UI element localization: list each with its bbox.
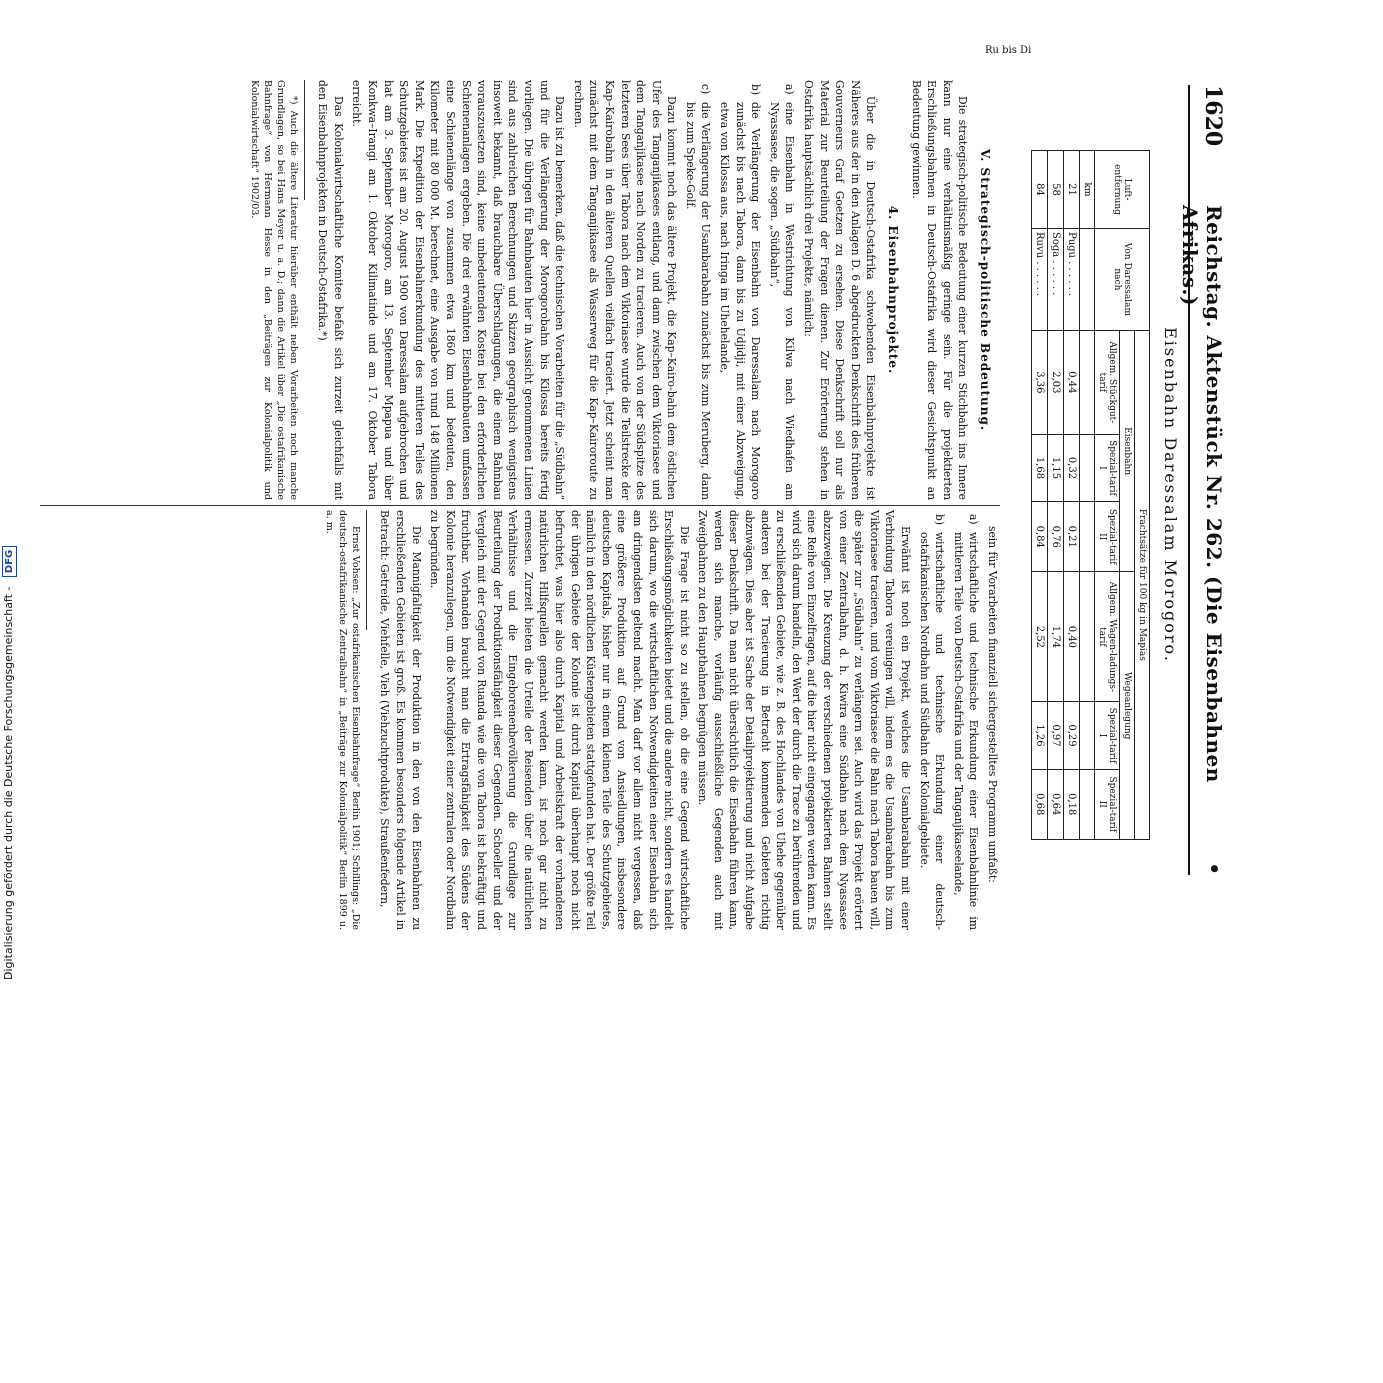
cell-value: 0,84 bbox=[1032, 502, 1048, 572]
paragraph: Über die in Deutsch-Ostafrika schwebenden Eisenbahnprojekte ist Näheres aus der in den Anlagen D. 6 abgedruckten Denkschrift des früheren Gouverneurs Graf Goetzen zu ersehen. Diese Denkschrift soll nur als Material zur Beurteilung der Fragen dienen. Zur Erörterung stehen in Ostafrika hauptsächlich drei Projekte, nämlich: bbox=[802, 80, 878, 500]
footnote: Ernst Vohsen: „Zur ostafrikanischen Eisenbahnfrage“ Berlin 1901; Schillings: „Die deutsch-ostafrikanische Zentralbahn“ in „Beiträge zur Kolonialpolitik“ Berlin 1899 u. a. m. bbox=[323, 510, 361, 930]
cell-destination: Ruvu . . . . . . bbox=[1032, 228, 1048, 330]
cell-value: 0,40 bbox=[1064, 572, 1080, 702]
cell-km: 21 bbox=[1064, 151, 1080, 229]
left-column bbox=[245, 80, 1000, 500]
cell-value: 1,68 bbox=[1032, 434, 1048, 501]
section-heading-v: V. Strategisch-politische Bedeutung. bbox=[978, 148, 992, 432]
cell-km: 84 bbox=[1032, 151, 1048, 229]
cell-value: 1,15 bbox=[1048, 434, 1064, 501]
cell-value: 0,18 bbox=[1064, 769, 1080, 839]
th-spezial-1b: Spezial-tarif I bbox=[1095, 702, 1120, 769]
cell-value: 2,03 bbox=[1048, 330, 1064, 434]
cell-km: 58 bbox=[1048, 151, 1064, 229]
th-spezial-2: Spezial-tarif II bbox=[1095, 502, 1120, 572]
paragraph: Dazu ist zu bemerken, daß die technischen Vorarbeiten für die „Südbahn“ und für die Verlängerung der Morogorobahn bis Kilossa bereits fertig vorliegen. Die übrigen für Bahnbauten hier in Aussicht genommenen Linien sind aus zahlreichen Berechnungen und Skizzen geographisch wenigstens insoweit bekannt, daß brauchbare Überschlagungen, die einem Bahnbau vorauszusetzen sind, keine unbedeutenden Kosten bei den erforderlichen Schienenanlagen ergeben. Die drei erwähnten Eisenbahnbauten umfassen eine Schienenlänge von zusammen etwa 1860 km und bedeuten, den Kilometer mit 80 000 M. berechnet, eine Ausgabe von rund 148 Millionen Mark. Die Expedition der Eisenbahnerkundung des mittleren Teiles des Schutzgebietes ist am 20. August 1900 von Daressalam aufgebrochen und hat am 3. September Morogoro, am 13. September Mpapua und über Konkwa–Irangi am 1. Oktober Kilimatinde und am 17. Oktober Tabora erreicht. bbox=[350, 80, 567, 500]
paragraph: Die Mannigfaltigkeit der Produktion in den von den Eisenbahnen zu erschließenden Gebieten ist groß. Es kommen besonders folgende Artikel in Betracht: Getreide, Viehfelle, Vieh (Viehzuchtprodukte), Straußenfedern, bbox=[378, 510, 423, 930]
footnote-rule bbox=[304, 80, 305, 200]
margin-note: Ru bis Di bbox=[985, 45, 1032, 56]
table-row bbox=[1032, 151, 1048, 840]
dfg-logo: DFG bbox=[2, 546, 17, 577]
th-road: Wegeanlegung bbox=[1120, 572, 1135, 840]
th-rail: Eisenbahn bbox=[1120, 330, 1135, 572]
list-item-text: die Verlängerung der Usambarabahn zunächst bis zum Meruberg, dann bis zum Speke-Golf. bbox=[683, 102, 713, 500]
digitization-strip bbox=[0, 0, 20, 1000]
footnote-rule bbox=[366, 510, 367, 630]
table-row bbox=[1064, 151, 1080, 840]
cell-value: 3,36 bbox=[1032, 330, 1048, 434]
paragraph: Die Frage ist nicht so zu stellen, ob die eine Gegend wirtschaftliche Erschließungsmöglichkeiten bietet und die andere nicht, sondern es handelt sich darum, wo die wirtschaftlichen Notwendigkeiten einer Eisenbahn sich am dringendsten geltend macht. Man darf vor allem nicht vergessen, daß eine größere Produktion auf Grund von Ansiedlungen, insbesondere deutschen Kapitals, bisher nur in einem kleinen Teile des Schutzgebietes, nämlich in den nördlichen Küstengebieten stattgefunden hat. Der größte Teil der übrigen Gebiete der Kolonie ist durch Kapital überhaupt noch nicht befruchtet, was hier also durch Kapital und Arbeitskraft der vorhandenen natürlichen Hilfsquellen gemacht werden kann, ist noch gar nicht zu ermessen. Zurzeit bieten die Urteile der Reisenden über die natürlichen Verhältnisse und die Eingeborenenbevölkerung die Grundlage zur Beurteilung der Produktionsfähigkeit dieser Gegenden. Schoeller und der Vergleich mit der Gegend von Ruanda wie die von Tabora ist bekräftigt und fruchtbar. Vorhanden braucht man die Ertragsfähigkeit des Südens der Kolonie heranzulegen, um die Notwendigkeit einer zentralen oder Nordbahn zu begründen. bbox=[428, 510, 691, 930]
freight-table-area bbox=[1020, 150, 1180, 840]
cell-value: 2,52 bbox=[1032, 572, 1048, 702]
th-freight-group: Frachtsätze für 100 kg in Mapias bbox=[1135, 330, 1150, 839]
paragraph: Dazu kommt noch das ältere Projekt, die Kap–Kairo-bahn dem östlichen Ufer des Tanganjikasees entlang, und dann zwischen dem Viktoriasee und dem Tanganjikasee nach Norden zu tracieren. Auch von der Südspitze des letzteren Sees über Tabora nach dem Viktoriasee wurde die Teilstrecke der Kap–Kairobahn in den älteren Quellen vielfach traciert. Jetzt scheint man zunächst mit dem Tanganjikasee als Wasserweg für die Kap–Kairoroute zu rechnen. bbox=[571, 80, 679, 500]
cell-value: 0,44 bbox=[1064, 330, 1080, 434]
cell-value: 0,97 bbox=[1048, 702, 1064, 769]
cell-value: 1,74 bbox=[1048, 572, 1064, 702]
list-item-a: a) wirtschaftliche und technische Erkundung einer Eisenbahnlinie im mittleren Teile von Deutsch-Ostafrika und der Tanganjikaseelande, bbox=[951, 514, 981, 930]
cell-destination: Pugu . . . . . . bbox=[1064, 228, 1080, 330]
list-item-text: die Verlängerung der Eisenbahn von Daressalam nach Morogoro zunächst bis nach Tabora, dann bis zu Udjidji, mit einer Abzweigung, etwa von Kilossa aus, nach Iringa im Uhehelande, bbox=[718, 102, 763, 500]
cell-value: 0,29 bbox=[1064, 702, 1080, 769]
column-divider bbox=[40, 505, 1000, 506]
list-item-b: b) wirtschaftliche und technische Erkundung einer deutsch-ostafrikanischen Nordbahn und Südbahn der Kolonialgebiete. bbox=[917, 514, 947, 930]
right-column bbox=[320, 510, 1000, 930]
list-item-b: b) die Verlängerung der Eisenbahn von Daressalam nach Morogoro zunächst bis nach Tabora, dann bis zu Udjidji, mit einer Abzweigung, etwa von Kilossa aus, nach Iringa im Uhehelande, bbox=[718, 84, 763, 500]
th-stueckgut: Allgem. Stückgut-tarif bbox=[1095, 330, 1120, 434]
list-item-a: a) eine Eisenbahn in Westrichtung von Kilwa nach Wiedhafen am Nyassasee, die sogen. „Südbahn“, bbox=[767, 84, 797, 500]
table-title: Eisenbahn Daressalam Morogoro. bbox=[1161, 327, 1180, 663]
th-wagenladung: Allgem. Wagen-ladungs-tarif bbox=[1095, 572, 1120, 702]
paragraph: Das Kolonialwirtschaftliche Komitee befaßt sich zurzeit gleichfalls mit den Eisenbahnprojekten in Deutsch-Ostafrika.*) bbox=[316, 80, 345, 500]
header-bullet: • bbox=[1202, 862, 1226, 875]
list-item-c: c) die Verlängerung der Usambarabahn zunächst bis zum Meruberg, dann bis zum Speke-Golf. bbox=[683, 84, 713, 500]
th-km-unit: km bbox=[1080, 151, 1095, 229]
page-header bbox=[1178, 85, 1230, 875]
table-row bbox=[1048, 151, 1064, 840]
th-from-to: Von Daressalam nach bbox=[1095, 228, 1150, 330]
cell-value: 0,76 bbox=[1048, 502, 1064, 572]
cell-value: 0,64 bbox=[1048, 769, 1064, 839]
cell-value: 0,32 bbox=[1064, 434, 1080, 501]
page-number: 1620 bbox=[1200, 85, 1226, 147]
paragraph: Die strategisch-politische Bedeutung einer kurzen Stichbahn ins Innere kann nur eine verhältnismäßig geringe sein. Für die projektierten Erschließungsbahnen in Deutsch-Ostafrika wird dieser Gesichtspunkt an Bedeutung gewinnen. bbox=[909, 80, 970, 500]
digitization-text: Digitalisierung gefördert durch die Deutsche Forschungsgemeinschaft - bbox=[2, 586, 15, 980]
list-item-text: eine Eisenbahn in Westrichtung von Kilwa nach Wiedhafen am Nyassasee, die sogen. „Südbahn“, bbox=[767, 102, 797, 500]
cell-value: 0,68 bbox=[1032, 769, 1048, 839]
cell-value: 1,26 bbox=[1032, 702, 1048, 769]
freight-table bbox=[1031, 150, 1150, 840]
list-item-text: wirtschaftliche und technische Erkundung einer deutsch-ostafrikanischen Nordbahn und Südbahn der Kolonialgebiete. bbox=[917, 532, 947, 930]
cell-value: 0,21 bbox=[1064, 502, 1080, 572]
th-spezial-2b: Spezial-tarif II bbox=[1095, 769, 1120, 839]
paragraph: Erwähnt ist noch ein Projekt, welches die Usambarabahn mit einer Verbindung Tabora vereinigen will, indem es die Usambarabahn bis zum Viktoriasee tracieren, und vom Viktoriasee die Bahn nach Tabora bauen will, die später zur „Südbahn“ zu verlängern sei. Auch wird das Projekt erörtert von einer Zentralbahn, d. h. Kiwira eine Südbahn nach dem Nyassasee abzuzweigen. Die Kreuzung der verschiedenen projektierten Bahnen stellt eine Reihe von Einzelfragen, auf die hier nicht eingegangen werden kann. Es wird sich darum handeln, den Wert der durch die Trace zu berührenden und zu erschließenden Gebiete, wie z. B. des Hochlandes von Uhehe gegenüber anderen bei der Tracierung in Betracht kommenden Gebieten richtig abzuwägen. Dies aber ist Sache der Detailprojektierung und nicht Aufgabe dieser Denkschrift. Da man nicht übersichtlich die Eisenbahn führen kann, werden sich manche, vorläufig ausschließliche Gegenden auch mit Zweigbahnen zu den Hauptbahnen begnügen müssen. bbox=[696, 510, 913, 930]
digitization-notice bbox=[2, 0, 17, 980]
th-distance: Luft-entfernung bbox=[1095, 151, 1150, 229]
section-heading-4: 4. Eisenbahnprojekte. bbox=[886, 205, 901, 375]
paragraph: sein für Vorarbeiten finanziell sichergestelltes Programm umfaßt: bbox=[986, 526, 999, 883]
cell-destination: Soga . . . . . . bbox=[1048, 228, 1064, 330]
th-spezial-1: Spezial-tarif I bbox=[1095, 434, 1120, 501]
running-title: Reichstag. Aktenstück Nr. 262. (Die Eisenbahnen Afrikas.) bbox=[1178, 205, 1226, 783]
list-item-text: wirtschaftliche und technische Erkundung einer Eisenbahnlinie im mittleren Teile von Deutsch-Ostafrika und der Tanganjikaseelande, bbox=[951, 532, 981, 930]
footnote: *) Auch die ältere Literatur hierüber enthält neben Vorarbeiten noch manche Grundlagen, so bei Hans Meyer u. a. D.; dann die Artikel über „Die ostafrikanische Bahnfrage“ von Hermann Hesse in den „Beiträgen zur Kolonialpolitik und Kolonialwirtschaft“ 1902/03. bbox=[248, 80, 299, 500]
